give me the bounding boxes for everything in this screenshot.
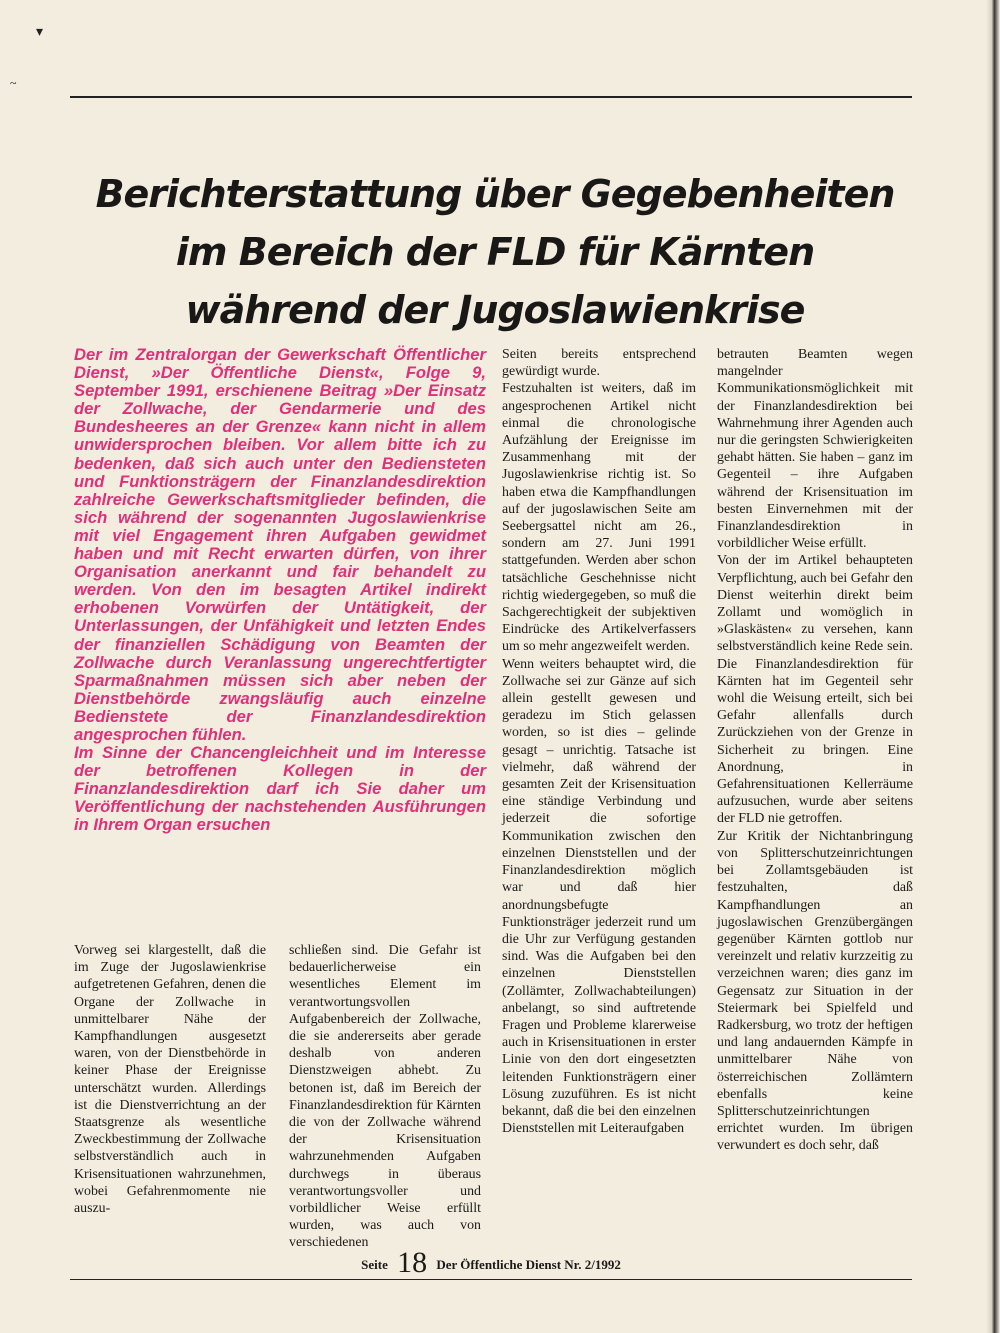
scan-mark: ~	[10, 76, 17, 90]
headline-line: Berichterstattung über Gegebenheiten	[95, 172, 895, 216]
body-column-3	[502, 346, 696, 1137]
top-rule	[70, 96, 912, 98]
body-column-1	[74, 942, 266, 1217]
page-number: 18	[397, 1246, 428, 1279]
headline-line: im Bereich der FLD für Kärnten	[175, 230, 815, 274]
bottom-rule	[70, 1279, 912, 1280]
body-paragraph: Festzuhalten ist weiters, daß im angesprochenen Artikel nicht einmal die chronologische Aufzählung der Ereignisse im Zusammenhang mit der Jugoslawienkrise richtig ist. So haben etwa die Kampfhandlungen auf der jugoslawischen Seite am Seebergsattel nicht am 26., sondern am 27. Juni 1991 stattgefunden. Werden aber schon tatsächliche Geschehnisse nicht richtig wiedergegeben, so muß die Sachgerechtigkeit der subjektiven Eindrücke des Artikelverfassers um so mehr angezweifelt werden.	[502, 381, 696, 655]
body-paragraph: Von der im Artikel behaupteten Verpflichtung, auch bei Gefahr den Dienst weiterhin direkt beim Zollamt und womöglich in »Glaskästen« zu versehen, kann selbstverständlich keine Rede sein. Die Finanzlandesdirektion für Kärnten hat im Gegenteil sehr wohl die Weisung erteilt, sich bei Gefahr allenfalls durch Zurückziehen von der Grenze in Sicherheit zu bringen. Eine Anordnung, in Gefahrensituationen Kellerräume aufzusuchen, wurde aber seitens der FLD nie getroffen.	[717, 553, 913, 827]
page-label: Seite	[361, 1257, 388, 1272]
body-paragraph: Zur Kritik der Nichtanbringung von Splitterschutzeinrichtungen bei Zollamtsgebäuden ist festzuhalten, daß Kampfhandlungen an jugoslawischen Grenzübergängen gegenüber Kärnten gottlob nur vereinzelt und relativ kurzzeitig zu verzeichnen waren; dies ganz im Gegensatz zur Situation in der Steiermark bei Spielfeld und Radkersburg, wo trotz der heftigen und lang andauernden Kämpfe in unmittelbarer Nähe von österreichischen Zollämtern ebenfalls keine Splitterschutzeinrichtungen errichtet wurden. Im übrigen verwundert es doch sehr, daß	[717, 828, 913, 1154]
intro-paragraph: Im Sinne der Chancengleichheit und im Interesse der betroffenen Kollegen in der Finanzlandesdirektion darf ich Sie daher um Veröffentlichung der nachstehenden Ausführungen in Ihrem Organ ersuchen	[74, 743, 486, 835]
body-paragraph: Vorweg sei klargestellt, daß die im Zuge der Jugoslawienkrise aufgetretenen Gefahren, denen die Organe der Zollwache in unmittelbarer Nähe der Kampfhandlungen ausgesetzt waren, von der Dienstbehörde in keiner Phase der Ereignisse unterschätzt wurden. Allerdings ist die Dienstverrichtung an der Staatsgrenze als wesentliche Zweckbestimmung der Zollwache selbstverständlich auch in Krisensituationen wahrzunehmen, wobei Gefahrenmomente nie auszu-	[74, 943, 266, 1217]
body-paragraph: Wenn weiters behauptet wird, die Zollwache sei zur Gänze auf sich allein gestellt gewesen und geradezu im Stich gelassen worden, so ist dies – gelinde gesagt – unrichtig. Tatsache ist vielmehr, daß während der gesamten Zeit der Krisensituation eine ständige Verbindung und jederzeit die sofortige Kommunikation zwischen den einzelnen Dienststellen und der Finanzlandesdirektion möglich war und daß hier anordnungsbefugte Funktionsträger jederzeit rund um die Uhr zur Verfügung gestanden sind. Was die Aufgaben bei den einzelnen Dienststellen (Zollämter, Zollwachabteilungen) anbelangt, so sind auftretende Fragen und Probleme klarerweise auch in Krisensituationen in erster Linie von den dort eingesetzten leitenden Funktionsträgern einer Lösung zuzuführen. Es ist nicht bekannt, daß die bei den einzelnen Dienststellen mit Leiteraufgaben	[502, 656, 696, 1137]
body-paragraph: Seiten bereits entsprechend gewürdigt wurde.	[502, 347, 696, 380]
body-paragraph: betrauten Beamten wegen mangelnder Kommunikationsmöglichkeit mit der Finanzlandesdirektion bei Wahrnehmung ihrer Agenden auch nur die geringsten Schwierigkeiten gehabt hätten. Sie haben – ganz im Gegenteil – ihre Aufgaben während der Krisensituation im besten Einvernehmen mit der Finanzlandesdirektion in vorbildlicher Weise erfüllt.	[717, 347, 913, 552]
body-column-4	[717, 346, 913, 1155]
headline-line: während der Jugoslawienkrise	[185, 288, 805, 332]
intro-block	[74, 346, 486, 835]
page-footer	[70, 1246, 912, 1280]
publication-name: Der Öffentliche Dienst Nr. 2/1992	[436, 1257, 621, 1272]
body-paragraph: schließen sind. Die Gefahr ist bedauerlicherweise ein wesentliches Element im verantwortungsvollen Aufgabenbereich der Zollwache, die sie andererseits aber gerade deshalb von anderen Dienstzweigen abhebt. Zu betonen ist, daß im Bereich der Finanzlandesdirektion für Kärnten die von der Zollwache während der Krisensituation wahrzunehmenden Aufgaben durchwegs in überaus verantwortungsvoller und vorbildlicher Weise erfüllt wurden, was auch von verschiedenen	[289, 943, 481, 1251]
body-column-2	[289, 942, 481, 1252]
scan-mark: ▾	[36, 25, 44, 40]
page-edge	[986, 0, 1000, 1333]
headline	[70, 165, 920, 339]
intro-paragraph: Der im Zentralorgan der Gewerkschaft Öffentlicher Dienst, »Der Öffentliche Dienst«, Folge 9, September 1991, erschienene Beitrag »Der Einsatz der Zollwache, der Gendarmerie und des Bundesheeres an der Grenze« kann nicht in allem unwidersprochen bleiben. Vor allem bitte ich zu bedenken, daß sich auch unter den Bediensteten und Funktionsträgern der Finanzlandesdirektion zahlreiche Gewerkschaftsmitglieder befinden, die sich während der sogenannten Jugoslawienkrise mit viel Engagement ihren Aufgaben gewidmet haben und mit Recht erwarten dürfen, von ihrer Organisation anerkannt und fair behandelt zu werden. Von den im besagten Artikel indirekt erhobenen Vorwürfen der Untätigkeit, der Unterlassungen, der Unfähigkeit und letzten Endes der finanziellen Schädigung von Beamten der Zollwache durch Veranlassung ungerechtfertigter Sparmaßnahmen müssen sich aber neben der Dienstbehörde zwangsläufig auch einzelne Bedienstete der Finanzlandesdirektion angesprochen fühlen.	[74, 345, 486, 744]
